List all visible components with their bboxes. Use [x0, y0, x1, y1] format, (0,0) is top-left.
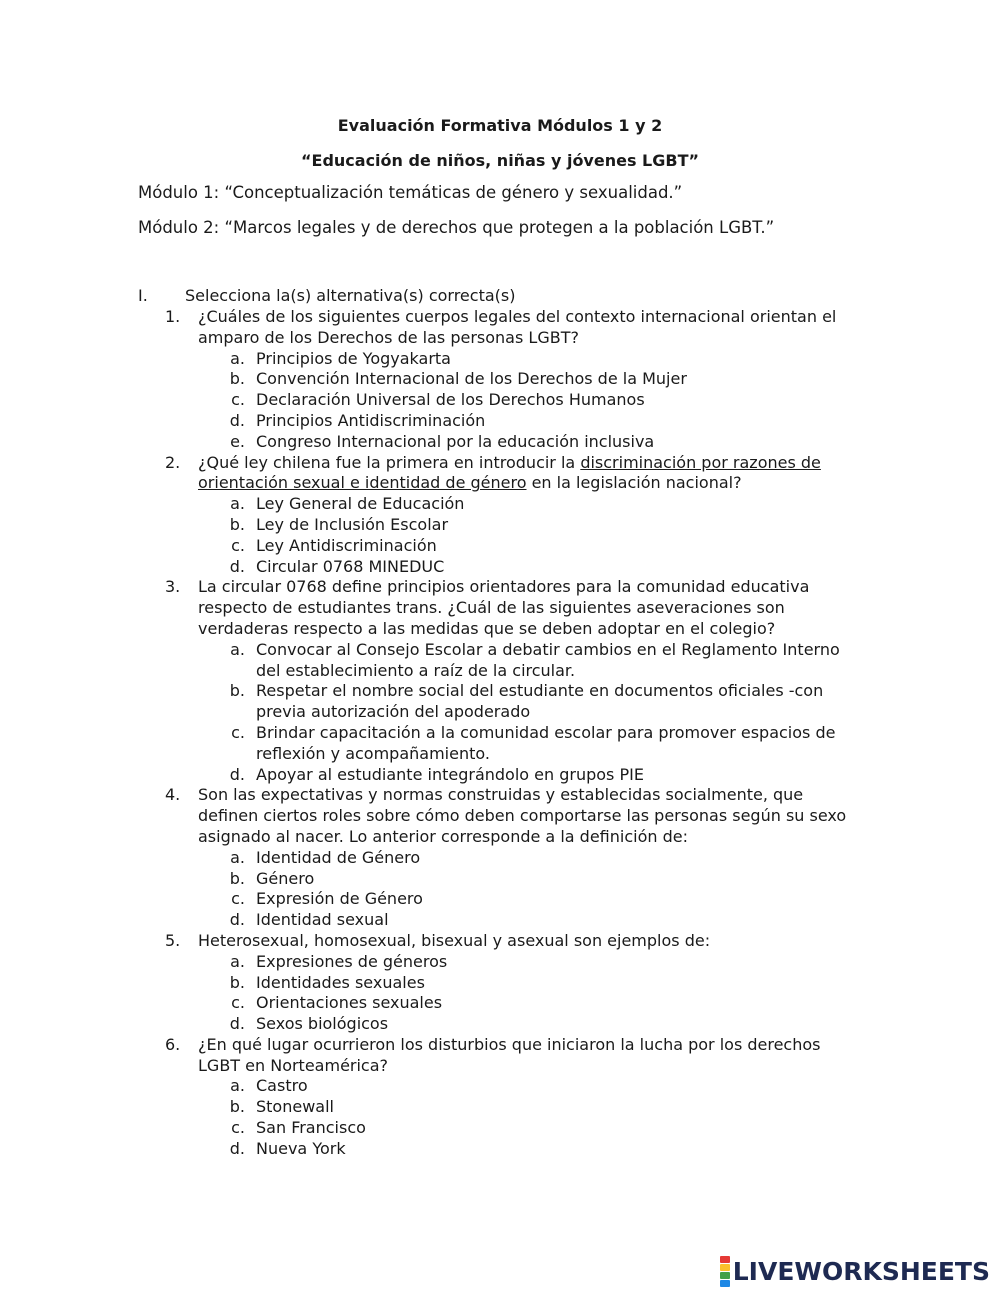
question-number: 3. [165, 577, 181, 597]
option-letter: c. [231, 993, 245, 1013]
question-number: 2. [165, 452, 181, 472]
option-text: Principios Antidiscriminación [256, 410, 486, 430]
option-item[interactable] [198, 952, 855, 973]
section-label: Selecciona la(s) alternativa(s) correcta(s) [185, 286, 516, 305]
option-letter: c. [231, 1118, 245, 1138]
option-text: Género [256, 868, 315, 888]
option-item[interactable] [198, 1097, 855, 1118]
option-letter: a. [230, 348, 245, 368]
option-text: Respetar el nombre social del estudiante en documentos oficiales -con previa autorización del apoderado [256, 681, 824, 722]
option-item[interactable] [198, 369, 855, 390]
option-text: San Francisco [256, 1118, 366, 1138]
module-1-line: Módulo 1: “Conceptualización temáticas de género y sexualidad.” [138, 183, 683, 202]
option-item[interactable] [198, 390, 855, 411]
option-text: Ley de Inclusión Escolar [256, 514, 449, 534]
option-letter: a. [230, 847, 245, 867]
option-text: Principios de Yogyakarta [256, 348, 451, 368]
option-item[interactable] [198, 889, 855, 910]
option-item[interactable] [198, 494, 855, 515]
logo-block-red [720, 1256, 730, 1263]
question-3 [165, 577, 855, 785]
option-text: Congreso Internacional por la educación inclusiva [256, 431, 655, 451]
option-letter: c. [231, 889, 245, 909]
question-text-underlined: discriminación por razones de orientación sexual e identidad de género [198, 452, 821, 493]
question-4 [165, 785, 855, 931]
option-letter: d. [229, 764, 245, 784]
option-letter: d. [229, 1138, 245, 1158]
option-text: Brindar capacitación a la comunidad escolar para promover espacios de reflexión y acompañamiento. [256, 722, 836, 763]
question-text-part: en la legislación nacional? [526, 473, 742, 493]
section-number: I. [138, 286, 148, 305]
page-title: Evaluación Formativa Módulos 1 y 2 [337, 116, 663, 135]
question-2 [165, 453, 855, 578]
question-1 [165, 307, 855, 453]
option-letter: b. [229, 369, 245, 389]
option-text: Sexos biológicos [256, 1014, 389, 1034]
option-text: Orientaciones sexuales [256, 993, 443, 1013]
section-heading [138, 286, 515, 305]
option-item[interactable] [198, 640, 855, 682]
option-item[interactable] [198, 515, 855, 536]
option-text: Apoyar al estudiante integrándolo en grupos PIE [256, 764, 644, 784]
option-letter: b. [229, 1097, 245, 1117]
option-text: Convocar al Consejo Escolar a debatir cambios en el Reglamento Interno del establecimiento a raíz de la circular. [256, 639, 840, 680]
option-item[interactable] [198, 848, 855, 869]
option-text: Expresión de Género [256, 889, 423, 909]
question-5 [165, 931, 855, 1035]
option-letter: d. [229, 910, 245, 930]
option-letter: c. [231, 722, 245, 742]
question-number: 4. [165, 785, 181, 805]
option-letter: b. [229, 681, 245, 701]
question-text: ¿Cuáles de los siguientes cuerpos legales del contexto internacional orientan el amparo de los Derechos de las personas LGBT? [198, 307, 837, 347]
question-text: Heterosexual, homosexual, bisexual y asexual son ejemplos de: [198, 930, 711, 950]
question-text: La circular 0768 define principios orientadores para la comunidad educativa respecto de estudiantes trans. ¿Cuál de las siguientes aseveraciones son verdaderas respecto a las medidas que se deben adoptar en el colegio? [198, 577, 810, 638]
option-item[interactable] [198, 411, 855, 432]
option-letter: d. [229, 556, 245, 576]
logo-block-green [720, 1272, 730, 1279]
option-item[interactable] [198, 1139, 855, 1160]
liveworksheets-brand[interactable] [720, 1256, 990, 1286]
option-text: Nueva York [256, 1138, 346, 1158]
option-item[interactable] [198, 349, 855, 370]
option-letter: b. [229, 972, 245, 992]
option-text: Identidades sexuales [256, 972, 425, 992]
question-6 [165, 1035, 855, 1160]
option-item[interactable] [198, 973, 855, 994]
option-letter: c. [231, 535, 245, 555]
option-item[interactable] [198, 557, 855, 578]
page-subtitle: “Educación de niños, niñas y jóvenes LGBT” [301, 151, 699, 170]
question-text: ¿En qué lugar ocurrieron los disturbios que iniciaron la lucha por los derechos LGBT en Norteamérica? [198, 1034, 821, 1075]
option-item[interactable] [198, 993, 855, 1014]
option-letter: b. [229, 868, 245, 888]
option-text: Ley Antidiscriminación [256, 535, 437, 555]
module-2-line: Módulo 2: “Marcos legales y de derechos que protegen a la población LGBT.” [138, 218, 775, 237]
logo-block-blue [720, 1280, 730, 1287]
question-number: 1. [165, 307, 181, 326]
option-item[interactable] [198, 432, 855, 453]
option-item[interactable] [198, 1118, 855, 1139]
question-text [198, 453, 855, 495]
option-text: Ley General de Educación [256, 494, 465, 514]
option-item[interactable] [198, 765, 855, 786]
option-letter: a. [230, 951, 245, 971]
question-text-part: ¿Qué ley chilena fue la primera en introducir la [198, 452, 581, 472]
option-letter: a. [230, 1076, 245, 1096]
brand-text: LIVEWORKSHEETS [732, 1256, 990, 1286]
option-text: Identidad de Género [256, 847, 421, 867]
option-text: Circular 0768 MINEDUC [256, 556, 445, 576]
option-letter: d. [229, 1014, 245, 1034]
option-letter: a. [230, 494, 245, 514]
option-item[interactable] [198, 681, 855, 723]
question-text: Son las expectativas y normas construidas y establecidas socialmente, que definen ciertos roles sobre cómo deben comportarse las personas según su sexo asignado al nacer. Lo anterior corresponde a la definición de: [198, 785, 847, 846]
question-list [165, 307, 855, 1160]
option-text: Convención Internacional de los Derechos de la Mujer [256, 369, 687, 389]
option-item[interactable] [198, 869, 855, 890]
option-letter: d. [229, 410, 245, 430]
option-text: Identidad sexual [256, 910, 389, 930]
option-letter: b. [229, 514, 245, 534]
option-item[interactable] [198, 1076, 855, 1097]
option-letter: c. [231, 390, 245, 410]
option-item[interactable] [198, 536, 855, 557]
option-item[interactable] [198, 723, 855, 765]
question-number: 6. [165, 1034, 181, 1054]
option-text: Expresiones de géneros [256, 951, 448, 971]
logo-block-yellow [720, 1264, 730, 1271]
option-item[interactable] [198, 910, 855, 931]
option-letter: e. [230, 431, 245, 451]
option-text: Declaración Universal de los Derechos Humanos [256, 390, 645, 410]
option-text: Stonewall [256, 1097, 334, 1117]
liveworksheets-logo-icon [720, 1255, 730, 1287]
option-text: Castro [256, 1076, 308, 1096]
option-item[interactable] [198, 1014, 855, 1035]
question-number: 5. [165, 930, 181, 950]
option-letter: a. [230, 639, 245, 659]
